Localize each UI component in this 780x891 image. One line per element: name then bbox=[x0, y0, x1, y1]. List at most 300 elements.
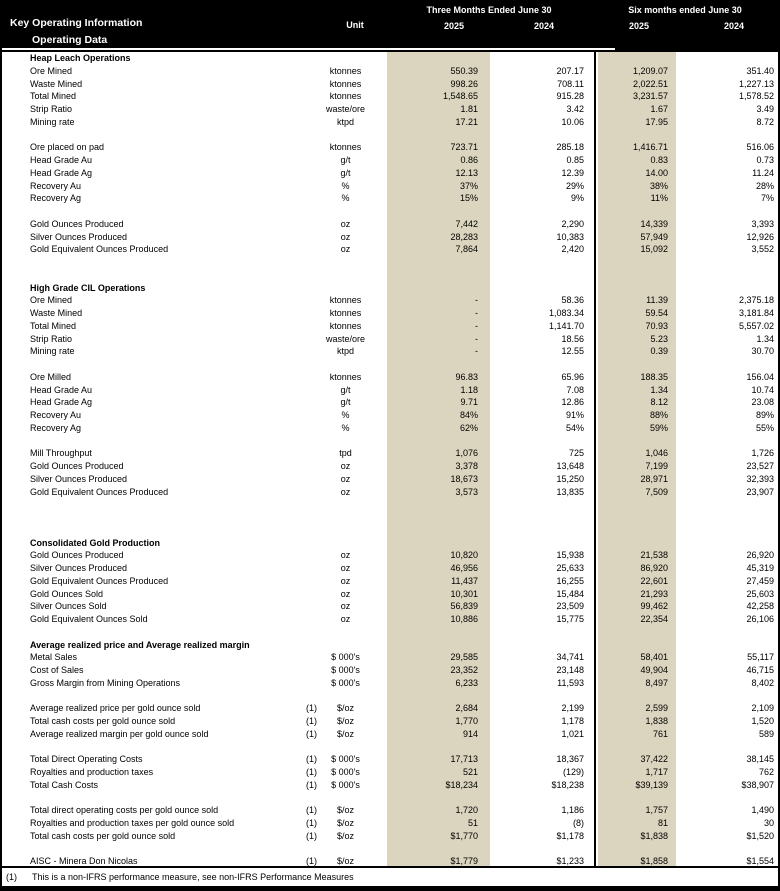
table-row bbox=[2, 486, 778, 499]
row-label: Mining rate bbox=[30, 346, 75, 357]
value-6m-2024: 30.70 bbox=[751, 346, 774, 357]
value-6m-2024: 11.24 bbox=[752, 167, 774, 178]
table-row bbox=[2, 409, 778, 422]
footnote-marker bbox=[297, 78, 317, 91]
value-3m-2024: 1,141.70 bbox=[548, 320, 584, 331]
table-row bbox=[2, 243, 778, 256]
value-3m-2024: 15,938 bbox=[556, 550, 584, 561]
unit-cell: ktpd bbox=[336, 116, 354, 127]
table-header bbox=[0, 0, 780, 52]
value-6m-2025: 38% bbox=[649, 180, 668, 191]
value-3m-2025: $1,770 bbox=[450, 830, 478, 841]
table-row bbox=[2, 294, 778, 307]
value-3m-2025: 1.81 bbox=[460, 104, 478, 114]
group-divider-line bbox=[594, 52, 596, 886]
value-3m-2025: 1.18 bbox=[460, 384, 478, 395]
value-6m-2024: 0.73 bbox=[756, 155, 774, 165]
row-label: Gold Ounces Produced bbox=[30, 550, 124, 561]
value-6m-2024: 38,145 bbox=[746, 754, 774, 765]
unit-cell: $ 000's bbox=[331, 754, 360, 765]
spacer-row bbox=[2, 843, 778, 856]
row-label: Silver Ounces Produced bbox=[30, 473, 128, 484]
footnote-marker bbox=[297, 320, 317, 333]
value-6m-2024: 10.74 bbox=[751, 384, 774, 395]
footnote-marker: (1) bbox=[306, 856, 317, 867]
page-subtitle: Operating Data bbox=[32, 34, 108, 46]
row-label: Silver Ounces Sold bbox=[30, 601, 107, 612]
footnote-marker bbox=[297, 141, 317, 154]
footnote-marker bbox=[297, 460, 317, 473]
value-3m-2024: 18,367 bbox=[556, 754, 584, 765]
unit-cell: $/oz bbox=[336, 716, 354, 726]
unit-cell: % bbox=[341, 422, 350, 433]
row-label: Gold Equivalent Ounces Produced bbox=[30, 244, 169, 255]
footnote-marker bbox=[297, 613, 317, 626]
value-6m-2024: 26,106 bbox=[746, 614, 774, 624]
value-6m-2024: 89% bbox=[755, 410, 774, 420]
spacer-row bbox=[2, 511, 778, 524]
value-3m-2024: 15,484 bbox=[556, 588, 584, 599]
unit-cell: waste/ore bbox=[325, 333, 366, 344]
table-row bbox=[2, 766, 778, 779]
unit-cell: waste/ore bbox=[325, 104, 366, 114]
unit-cell: % bbox=[341, 193, 350, 204]
year-header-3m-2024: 2024 bbox=[533, 21, 555, 31]
section-label: Consolidated Gold Production bbox=[30, 537, 160, 548]
section-label: High Grade CIL Operations bbox=[30, 282, 146, 293]
footnote-marker bbox=[297, 243, 317, 256]
spacer-row bbox=[2, 129, 778, 142]
value-6m-2024: 8,402 bbox=[751, 677, 774, 688]
value-6m-2025: 99,462 bbox=[640, 601, 668, 612]
footnote-marker: (1) bbox=[306, 830, 317, 841]
table-row bbox=[2, 817, 778, 830]
row-label: Recovery Ag bbox=[30, 422, 82, 433]
unit-cell: ktonnes bbox=[329, 65, 362, 76]
footnote-text: This is a non-IFRS performance measure, see non-IFRS Performance Measures bbox=[32, 872, 354, 882]
value-3m-2024: 15,250 bbox=[556, 473, 584, 484]
value-6m-2024: 351.40 bbox=[746, 65, 774, 76]
value-6m-2025: 1.34 bbox=[650, 384, 668, 395]
value-6m-2025: 2,022.51 bbox=[632, 78, 668, 89]
value-3m-2024: 13,648 bbox=[556, 461, 584, 471]
value-3m-2025: 10,301 bbox=[450, 588, 478, 599]
unit-cell: $ 000's bbox=[331, 665, 360, 675]
row-label: Recovery Au bbox=[30, 410, 82, 420]
value-3m-2025: - bbox=[475, 308, 478, 318]
row-label: Gold Equivalent Ounces Produced bbox=[30, 575, 169, 586]
row-label: Head Grade Ag bbox=[30, 397, 93, 408]
footnote-ref: (1) bbox=[6, 872, 17, 882]
footnote-marker bbox=[297, 409, 317, 422]
value-6m-2025: 28,971 bbox=[640, 473, 668, 484]
value-3m-2025: - bbox=[475, 346, 478, 357]
value-6m-2024: 45,319 bbox=[746, 563, 774, 573]
value-6m-2025: 2,599 bbox=[645, 703, 668, 714]
value-6m-2024: 23,907 bbox=[746, 486, 774, 497]
footnote-marker: (1) bbox=[306, 805, 317, 816]
row-label: Mining rate bbox=[30, 116, 75, 127]
unit-cell: $/oz bbox=[336, 830, 354, 841]
row-label: Total Mined bbox=[30, 91, 77, 102]
value-6m-2025: 0.39 bbox=[650, 346, 668, 357]
value-3m-2024: 29% bbox=[565, 180, 584, 191]
value-6m-2024: 1,578.52 bbox=[738, 91, 774, 102]
unit-cell: oz bbox=[340, 614, 351, 624]
value-6m-2025: 14,339 bbox=[640, 218, 668, 229]
year-header-6m-2025: 2025 bbox=[628, 21, 650, 31]
table-row bbox=[2, 575, 778, 588]
value-6m-2024: 25,603 bbox=[746, 588, 774, 599]
unit-cell: oz bbox=[340, 461, 351, 471]
value-3m-2024: 285.18 bbox=[556, 142, 584, 153]
unit-cell: % bbox=[341, 410, 350, 420]
table-row bbox=[2, 664, 778, 677]
value-3m-2025: 1,076 bbox=[455, 448, 478, 459]
footnote-marker: (1) bbox=[306, 716, 317, 726]
footnote-marker bbox=[297, 600, 317, 613]
value-6m-2025: 1,757 bbox=[645, 805, 668, 816]
value-3m-2025: 18,673 bbox=[450, 473, 478, 484]
table-row bbox=[2, 167, 778, 180]
unit-cell: ktonnes bbox=[329, 371, 362, 382]
footnote-marker bbox=[297, 396, 317, 409]
spacer-row bbox=[2, 498, 778, 511]
value-6m-2025: 1.67 bbox=[650, 104, 668, 114]
row-label: Silver Ounces Produced bbox=[30, 231, 128, 242]
value-6m-2024: $1,554 bbox=[746, 856, 774, 867]
value-6m-2024: 1.34 bbox=[756, 333, 774, 344]
table-row bbox=[2, 447, 778, 460]
row-label: Gold Ounces Produced bbox=[30, 461, 124, 471]
row-label: Cost of Sales bbox=[30, 665, 84, 675]
value-6m-2025: 188.35 bbox=[640, 371, 668, 382]
value-3m-2024: 12.55 bbox=[561, 346, 584, 357]
table-row bbox=[2, 549, 778, 562]
value-6m-2025: 49,904 bbox=[640, 665, 668, 675]
value-3m-2025: 7,864 bbox=[455, 244, 478, 255]
value-3m-2025: 6,233 bbox=[455, 677, 478, 688]
table-row bbox=[2, 677, 778, 690]
value-6m-2024: 32,393 bbox=[746, 473, 774, 484]
unit-cell: ktpd bbox=[336, 346, 354, 357]
value-3m-2025: 3,378 bbox=[455, 461, 478, 471]
value-3m-2024: 708.11 bbox=[557, 78, 584, 89]
value-6m-2025: 21,538 bbox=[640, 550, 668, 561]
value-6m-2024: 3,552 bbox=[751, 244, 774, 255]
year-header-3m-2025: 2025 bbox=[443, 21, 465, 31]
table-row bbox=[2, 779, 778, 792]
footnote-marker: (1) bbox=[306, 754, 317, 765]
value-6m-2024: 55% bbox=[755, 422, 774, 433]
value-6m-2025: 59% bbox=[649, 422, 668, 433]
value-3m-2024: $1,178 bbox=[556, 830, 584, 841]
value-6m-2025: 15,092 bbox=[640, 244, 668, 255]
value-3m-2024: 18.56 bbox=[561, 333, 584, 344]
unit-cell: oz bbox=[340, 218, 351, 229]
unit-cell: oz bbox=[340, 244, 351, 255]
unit-cell: $ 000's bbox=[331, 677, 360, 688]
value-3m-2024: 10,383 bbox=[556, 231, 584, 242]
value-3m-2024: 2,199 bbox=[561, 703, 584, 714]
value-3m-2025: 17.21 bbox=[455, 116, 478, 127]
spacer-row bbox=[2, 792, 778, 805]
footnote-marker bbox=[297, 664, 317, 677]
value-3m-2024: 2,420 bbox=[561, 244, 584, 255]
footnote-marker bbox=[297, 116, 317, 129]
value-6m-2025: 3,231.57 bbox=[632, 91, 668, 102]
value-6m-2025: 1,416.71 bbox=[632, 142, 668, 153]
unit-cell: oz bbox=[340, 473, 351, 484]
value-3m-2025: 23,352 bbox=[450, 665, 478, 675]
value-6m-2025: 57,949 bbox=[640, 231, 668, 242]
section-row bbox=[2, 282, 778, 295]
value-6m-2025: 11.39 bbox=[646, 295, 668, 306]
row-label: Total cash costs per gold ounce sold bbox=[30, 830, 176, 841]
value-6m-2025: $39,139 bbox=[635, 779, 668, 790]
table-row bbox=[2, 103, 778, 116]
footnote-marker bbox=[297, 677, 317, 690]
value-6m-2024: 27,459 bbox=[746, 575, 774, 586]
row-label: Metal Sales bbox=[30, 652, 78, 663]
value-6m-2024: 5,557.02 bbox=[738, 320, 774, 331]
footnote-marker bbox=[297, 294, 317, 307]
row-label: Ore Milled bbox=[30, 371, 72, 382]
footnote-row bbox=[2, 866, 778, 888]
year-header-6m-2024: 2024 bbox=[723, 21, 745, 31]
unit-column-header: Unit bbox=[346, 20, 364, 30]
spacer-row bbox=[2, 358, 778, 371]
unit-cell: ktonnes bbox=[329, 91, 362, 102]
table-row bbox=[2, 460, 778, 473]
value-3m-2024: 9% bbox=[570, 193, 584, 204]
value-3m-2025: 37% bbox=[459, 180, 478, 191]
unit-cell: $ 000's bbox=[331, 652, 360, 663]
table-row bbox=[2, 141, 778, 154]
value-6m-2024: 28% bbox=[755, 180, 774, 191]
value-3m-2024: 34,741 bbox=[556, 652, 584, 663]
footnote-marker: (1) bbox=[306, 818, 317, 828]
value-3m-2024: 12.39 bbox=[561, 167, 584, 178]
row-label: Head Grade Au bbox=[30, 155, 93, 165]
section-row bbox=[2, 639, 778, 652]
unit-cell: $/oz bbox=[336, 728, 354, 739]
row-label: Strip Ratio bbox=[30, 104, 73, 114]
value-6m-2024: 589 bbox=[758, 728, 774, 739]
footnote-marker bbox=[297, 651, 317, 664]
table-row bbox=[2, 307, 778, 320]
unit-cell: $/oz bbox=[336, 818, 354, 828]
value-3m-2025: 3,573 bbox=[455, 486, 478, 497]
table-row bbox=[2, 218, 778, 231]
table-row bbox=[2, 371, 778, 384]
footnote-marker bbox=[297, 180, 317, 193]
spacer-row bbox=[2, 269, 778, 282]
footnote-marker bbox=[297, 333, 317, 346]
value-3m-2025: 723.71 bbox=[450, 142, 478, 153]
value-3m-2024: 65.96 bbox=[561, 371, 584, 382]
value-6m-2024: 8.72 bbox=[756, 116, 774, 127]
footnote-marker bbox=[297, 65, 317, 78]
value-3m-2025: 96.83 bbox=[455, 371, 478, 382]
value-6m-2025: 88% bbox=[649, 410, 668, 420]
value-3m-2025: - bbox=[475, 320, 478, 331]
footnote-marker bbox=[297, 167, 317, 180]
value-6m-2025: 81 bbox=[657, 818, 668, 828]
value-6m-2025: 1,046 bbox=[645, 448, 668, 459]
table-row bbox=[2, 422, 778, 435]
footnote-marker bbox=[297, 307, 317, 320]
table-row bbox=[2, 715, 778, 728]
value-3m-2025: $18,234 bbox=[445, 779, 478, 790]
value-6m-2024: 12,926 bbox=[746, 231, 774, 242]
footnote-marker bbox=[297, 575, 317, 588]
table-row bbox=[2, 384, 778, 397]
value-6m-2025: 7,509 bbox=[645, 486, 668, 497]
subtitle-underline bbox=[2, 48, 615, 50]
unit-cell: g/t bbox=[340, 167, 351, 178]
row-label: Total Direct Operating Costs bbox=[30, 754, 143, 765]
value-3m-2025: 46,956 bbox=[450, 563, 478, 573]
footnote-marker bbox=[297, 549, 317, 562]
value-3m-2024: 3.42 bbox=[566, 104, 584, 114]
value-3m-2025: 11,437 bbox=[451, 575, 478, 586]
value-6m-2024: 3,393 bbox=[751, 218, 774, 229]
value-3m-2025: 56,839 bbox=[450, 601, 478, 612]
unit-cell: $/oz bbox=[336, 856, 354, 867]
footnote-marker: (1) bbox=[306, 703, 317, 714]
value-6m-2024: 7% bbox=[760, 193, 774, 204]
value-6m-2025: 37,422 bbox=[640, 754, 668, 765]
table-row bbox=[2, 180, 778, 193]
table-row bbox=[2, 65, 778, 78]
value-6m-2025: 11% bbox=[650, 193, 668, 204]
section-label: Heap Leach Operations bbox=[30, 53, 131, 63]
value-6m-2024: 26,920 bbox=[746, 550, 774, 561]
row-label: Recovery Au bbox=[30, 180, 82, 191]
footnote-marker: (1) bbox=[306, 779, 317, 790]
unit-cell: % bbox=[341, 180, 350, 191]
value-3m-2024: (129) bbox=[562, 767, 584, 777]
table-row bbox=[2, 333, 778, 346]
footnote-marker bbox=[297, 231, 317, 244]
unit-cell: g/t bbox=[340, 397, 351, 408]
value-6m-2025: 8,497 bbox=[645, 677, 668, 688]
spacer-row bbox=[2, 626, 778, 639]
footnote-marker bbox=[297, 588, 317, 601]
row-label: Gross Margin from Mining Operations bbox=[30, 677, 181, 688]
row-label: Total direct operating costs per gold ounce sold bbox=[30, 805, 219, 816]
value-6m-2024: 156.04 bbox=[746, 371, 774, 382]
value-6m-2024: 30 bbox=[763, 818, 774, 828]
table-row bbox=[2, 562, 778, 575]
unit-cell: $/oz bbox=[336, 703, 354, 714]
footnote-marker bbox=[297, 422, 317, 435]
unit-cell: oz bbox=[340, 563, 351, 573]
value-3m-2025: 62% bbox=[459, 422, 478, 433]
value-3m-2024: 12.86 bbox=[561, 397, 584, 408]
value-6m-2024: 2,375.18 bbox=[738, 295, 774, 306]
unit-cell: ktonnes bbox=[329, 308, 362, 318]
value-3m-2024: 725 bbox=[568, 448, 584, 459]
footnote-marker bbox=[297, 192, 317, 205]
value-6m-2024: $1,520 bbox=[746, 830, 774, 841]
value-6m-2025: 7,199 bbox=[645, 461, 668, 471]
row-label: Royalties and production taxes bbox=[30, 767, 154, 777]
value-3m-2025: 29,585 bbox=[450, 652, 478, 663]
row-label: Recovery Ag bbox=[30, 193, 82, 204]
unit-cell: oz bbox=[340, 550, 351, 561]
value-3m-2024: 13,835 bbox=[556, 486, 584, 497]
value-6m-2024: $38,907 bbox=[741, 779, 774, 790]
value-6m-2025: 70.93 bbox=[645, 320, 668, 331]
value-6m-2025: 1,838 bbox=[645, 716, 668, 726]
spacer-row bbox=[2, 435, 778, 448]
value-3m-2024: 0.85 bbox=[566, 155, 584, 165]
footnote-marker bbox=[297, 154, 317, 167]
table-row bbox=[2, 78, 778, 91]
unit-cell: oz bbox=[340, 486, 351, 497]
value-3m-2024: 11,593 bbox=[557, 677, 584, 688]
section-row bbox=[2, 537, 778, 550]
footnote-marker bbox=[297, 473, 317, 486]
row-label: Ore Mined bbox=[30, 65, 73, 76]
value-3m-2025: 914 bbox=[462, 728, 478, 739]
value-6m-2024: 762 bbox=[758, 767, 774, 777]
table-row bbox=[2, 90, 778, 103]
table-row bbox=[2, 116, 778, 129]
row-label: Average realized margin per gold ounce sold bbox=[30, 728, 209, 739]
value-6m-2025: 58,401 bbox=[640, 652, 668, 663]
value-6m-2025: 22,601 bbox=[640, 575, 668, 586]
value-6m-2025: 22,354 bbox=[640, 614, 668, 624]
table-row bbox=[2, 830, 778, 843]
value-3m-2024: 1,021 bbox=[561, 728, 584, 739]
value-3m-2025: 1,770 bbox=[455, 716, 478, 726]
footnote-marker bbox=[297, 90, 317, 103]
value-3m-2025: $1,779 bbox=[450, 856, 478, 867]
unit-cell: oz bbox=[340, 588, 351, 599]
table-row bbox=[2, 154, 778, 167]
three-months-group-header: Three Months Ended June 30 bbox=[426, 5, 552, 15]
value-6m-2025: 59.54 bbox=[645, 308, 668, 318]
unit-cell: ktonnes bbox=[329, 320, 362, 331]
unit-cell: tpd bbox=[339, 448, 352, 459]
row-label: Gold Ounces Produced bbox=[30, 218, 124, 229]
spacer-row bbox=[2, 524, 778, 537]
footnote-marker bbox=[297, 562, 317, 575]
value-3m-2024: 2,290 bbox=[561, 218, 584, 229]
value-3m-2024: 91% bbox=[565, 410, 584, 420]
value-3m-2024: 15,775 bbox=[556, 614, 584, 624]
footnote-marker: (1) bbox=[306, 728, 317, 739]
value-6m-2025: 17.95 bbox=[645, 116, 668, 127]
value-3m-2024: 23,509 bbox=[556, 601, 584, 612]
row-label: Total Cash Costs bbox=[30, 779, 99, 790]
value-3m-2024: 54% bbox=[565, 422, 584, 433]
value-6m-2025: 86,920 bbox=[640, 563, 668, 573]
value-6m-2024: 55,117 bbox=[747, 652, 774, 663]
value-6m-2024: 1,726 bbox=[751, 448, 774, 459]
row-label: Head Grade Ag bbox=[30, 167, 93, 178]
value-3m-2025: 10,886 bbox=[450, 614, 478, 624]
unit-cell: ktonnes bbox=[329, 78, 362, 89]
spacer-row bbox=[2, 690, 778, 703]
table-row bbox=[2, 588, 778, 601]
value-6m-2025: 14.00 bbox=[645, 167, 668, 178]
row-label: Silver Ounces Produced bbox=[30, 563, 128, 573]
value-3m-2025: 28,283 bbox=[450, 231, 478, 242]
